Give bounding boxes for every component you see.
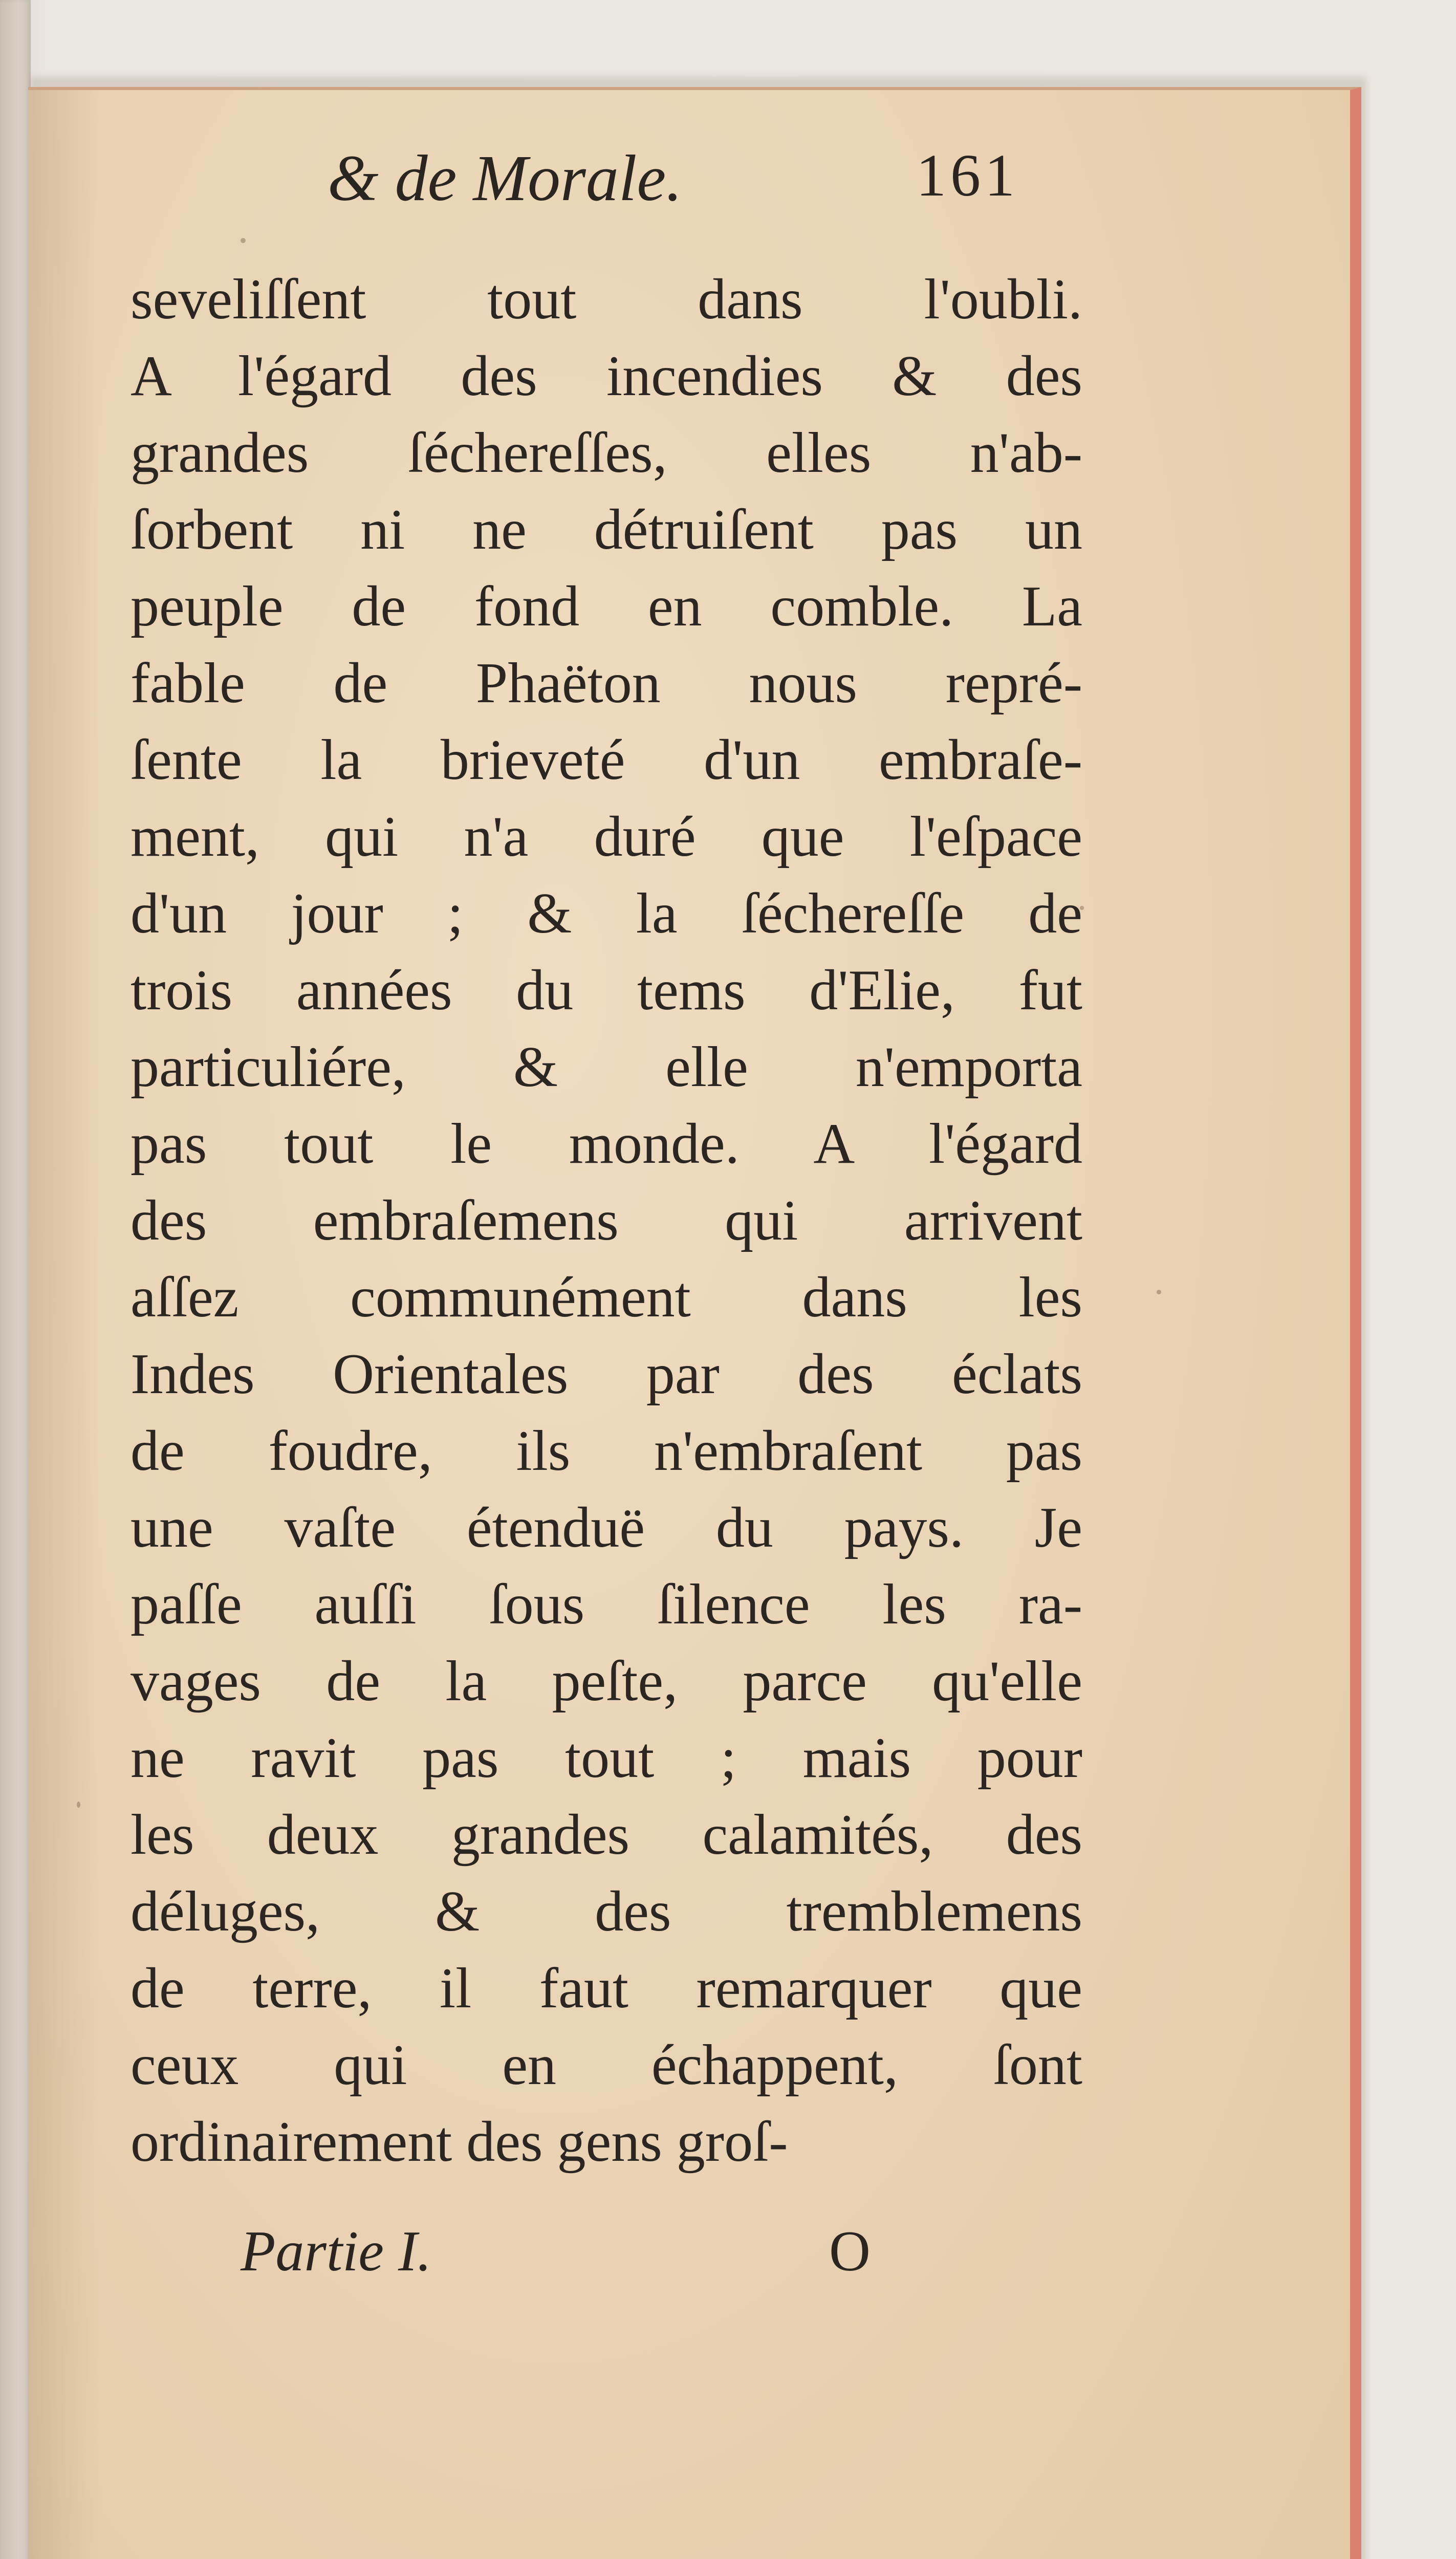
text-line: de foudre, ils n'embraſent pas	[131, 1419, 1082, 1483]
text-line: trois années du tems d'Elie, fut	[131, 959, 1082, 1022]
body-text	[131, 261, 1082, 2180]
text-line: d'un jour ; & la ſéchereſſe de	[131, 882, 1082, 945]
facing-page-edge	[0, 0, 31, 2559]
text-line: ſorbent ni ne détruiſent pas un	[131, 498, 1082, 561]
text-line: aſſez communément dans les	[131, 1266, 1082, 1329]
text-line: grandes ſéchereſſes, elles n'ab-	[131, 421, 1082, 485]
text-line: seveliſſent tout dans l'oubli.	[131, 268, 1082, 331]
text-line: ne ravit pas tout ; mais pour	[131, 1726, 1082, 1790]
gathering-mark: O	[829, 2220, 871, 2283]
signature-mark: Partie I.	[241, 2220, 432, 2283]
text-line: déluges, & des tremblemens	[131, 1880, 1082, 1943]
text-line: particuliére, & elle n'emporta	[131, 1035, 1082, 1099]
paper-speck	[241, 238, 246, 243]
text-line: ordinairement des gens groſ-	[131, 2110, 788, 2174]
text-line: ceux qui en échappent, ſont	[131, 2033, 1082, 2097]
text-line: pas tout le monde. A l'égard	[131, 1112, 1082, 1176]
paper-speck	[1080, 906, 1084, 910]
text-line: les deux grandes calamités, des	[131, 1803, 1082, 1867]
text-line: de terre, il faut remarquer que	[131, 1957, 1082, 2020]
paper-speck	[1157, 1290, 1161, 1294]
text-line: A l'égard des incendies & des	[131, 344, 1082, 408]
text-line: Indes Orientales par des éclats	[131, 1342, 1082, 1406]
text-line: ment, qui n'a duré que l'eſpace	[131, 805, 1082, 869]
text-line: paſſe auſſi ſous ſilence les ra-	[131, 1573, 1082, 1636]
text-line: peuple de fond en comble. La	[131, 575, 1082, 638]
page-number: 161	[916, 142, 1019, 209]
running-header	[328, 141, 1146, 243]
text-line: vages de la peſte, parce qu'elle	[131, 1650, 1082, 1713]
text-line: des embraſemens qui arrivent	[131, 1189, 1082, 1252]
page-footer	[241, 2219, 1008, 2301]
text-line: une vaſte étenduë du pays. Je	[131, 1496, 1082, 1559]
gutter-shade	[28, 90, 100, 2559]
text-line: ſente la brieveté d'un embraſe-	[131, 728, 1082, 792]
text-line: fable de Phaëton nous repré-	[131, 652, 1082, 715]
running-title: & de Morale.	[328, 142, 683, 214]
paper-speck	[77, 1802, 80, 1808]
